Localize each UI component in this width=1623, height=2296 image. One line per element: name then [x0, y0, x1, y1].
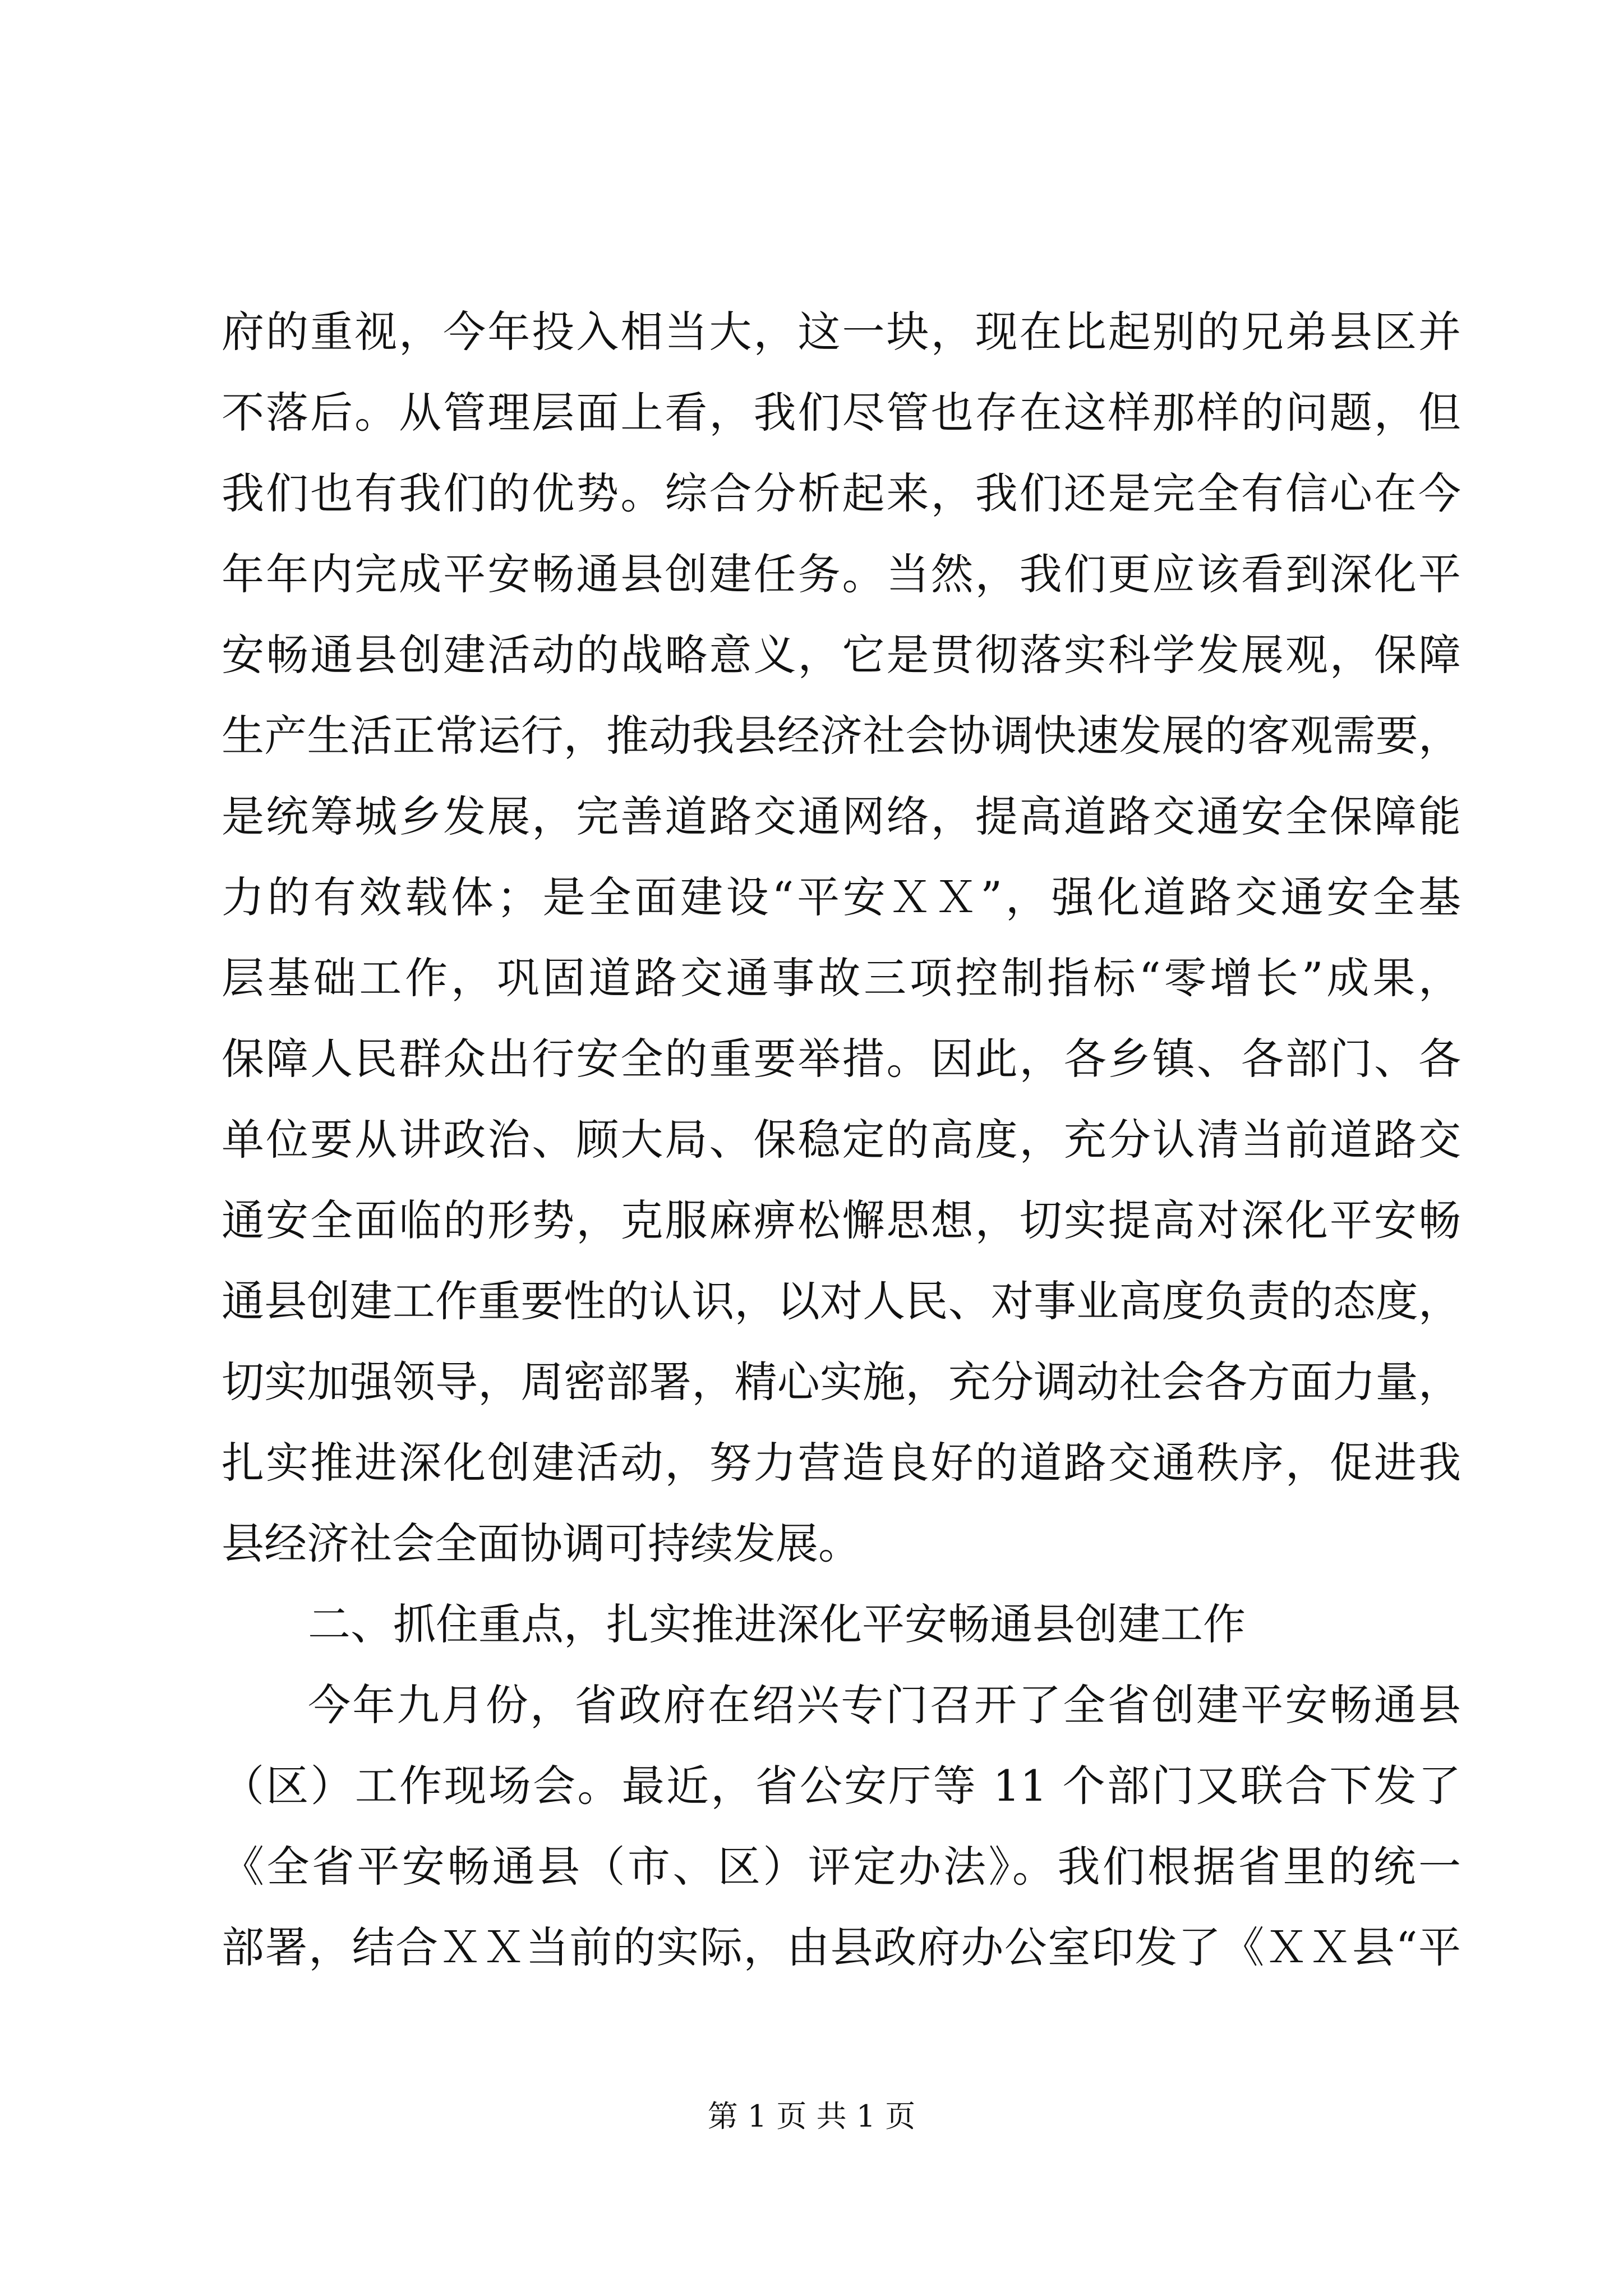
text-line: 单位要从讲政治、顾大局、保稳定的高度，充分认清当前道路交 [222, 1115, 1461, 1165]
text-line-paragraph-start: 今年九月份，省政府在绍兴专门召开了全省创建平安畅通县 [308, 1680, 1461, 1730]
text-line: 府的重视，今年投入相当大，这一块，现在比起别的兄弟县区并 [222, 307, 1461, 357]
text-line: （区）工作现场会。最近，省公安厅等 11 个部门又联合下发了 [222, 1761, 1461, 1811]
text-line: 是统筹城乡发展，完善道路交通网络，提高道路交通安全保障能 [222, 792, 1461, 841]
page-number-footer: 第 1 页 共 1 页 [707, 2099, 916, 2134]
text-line: 安畅通县创建活动的战略意义，它是贯彻落实科学发展观，保障 [222, 630, 1461, 680]
text-line-paragraph-end: 县经济社会全面协调可持续发展。 [222, 1519, 861, 1568]
text-line: 生产生活正常运行，推动我县经济社会协调快速发展的客观需要， [222, 711, 1461, 761]
text-line: 通县创建工作重要性的认识，以对人民、对事业高度负责的态度， [222, 1276, 1461, 1326]
document-body [222, 292, 1461, 1988]
text-line: 层基础工作，巩固道路交通事故三项控制指标“零增长”成果， [222, 953, 1461, 1003]
text-line: 保障人民群众出行安全的重要举措。因此，各乡镇、各部门、各 [222, 1034, 1461, 1084]
text-line: 《全省平安畅通县（市、区）评定办法》。我们根据省里的统一 [222, 1842, 1461, 1892]
text-line: 力的有效载体；是全面建设“平安ＸＸ”，强化道路交通安全基 [222, 872, 1461, 922]
text-line: 我们也有我们的优势。综合分析起来，我们还是完全有信心在今 [222, 468, 1461, 518]
text-line: 不落后。从管理层面上看，我们尽管也存在这样那样的问题，但 [222, 388, 1461, 438]
text-line: 部署，结合ＸＸ当前的实际，由县政府办公室印发了《ＸＸ县“平 [222, 1922, 1461, 1972]
text-line: 扎实推进深化创建活动，努力营造良好的道路交通秩序，促进我 [222, 1438, 1461, 1488]
text-line: 年年内完成平安畅通县创建任务。当然，我们更应该看到深化平 [222, 549, 1461, 599]
text-line: 切实加强领导，周密部署，精心实施，充分调动社会各方面力量， [222, 1357, 1461, 1407]
section-heading: 二、抓住重点，扎实推进深化平安畅通县创建工作 [308, 1599, 1246, 1649]
text-line: 通安全面临的形势，克服麻痹松懈思想，切实提高对深化平安畅 [222, 1195, 1461, 1245]
